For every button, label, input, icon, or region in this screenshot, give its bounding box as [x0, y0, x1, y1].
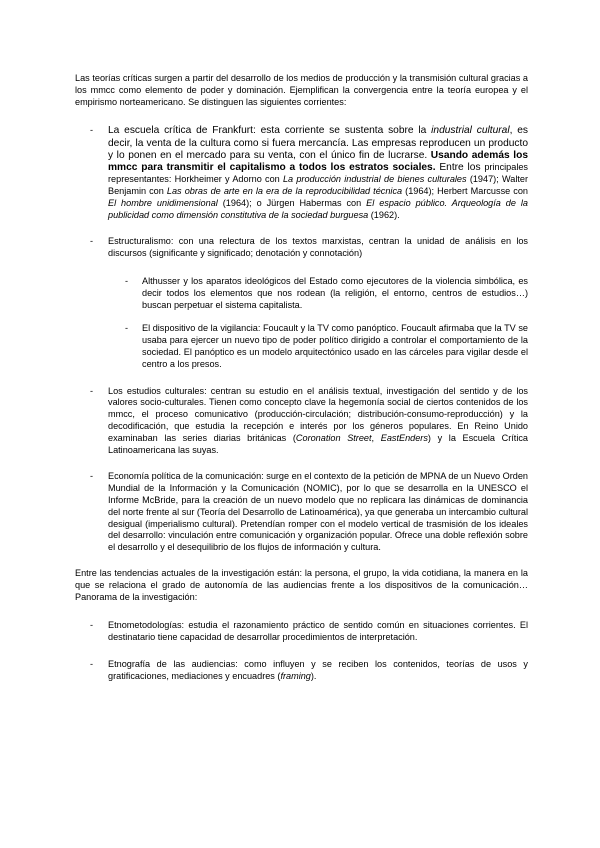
estructuralismo-sublist [108, 276, 528, 371]
text-segment: Estructuralismo: con una relectura de los textos marxistas, centran la unidad de análisis en los discursos (significante y significado; denotación y connotación) [108, 236, 528, 259]
italic-title: La producción industrial de bienes culturales [282, 174, 467, 185]
italic-title: El hombre unidimensional [108, 197, 218, 208]
list-item-estructuralismo [75, 236, 528, 370]
list-item-etnografia [75, 659, 528, 683]
bullet-dash: - [90, 236, 94, 247]
text-segment: Los estudios culturales: centran su estudio en el análisis textual, investigación del sentido y de los valores socio-culturales. Tienen como concepto clave la hegemonía social de ciertos contenidos de los mmcc, el proceso comunicativo (producción-circulación; distribución-consumo-reproducción) y la decodificación, que estudia la recepción e interés por los géneros populares. En Reino Unido examinaban las series diarias británicas ( [108, 385, 528, 443]
research-list [75, 620, 528, 682]
italic-title: Coronation Street [295, 432, 372, 443]
sublist-item-foucault [108, 323, 528, 370]
text-segment: ) y la Escuela Crítica Latinoamericana las suyas. [108, 432, 529, 455]
text-segment: Etnometodologías: estudia el razonamiento práctico de sentido común en situaciones corrientes. El destinatario tiene capacidad de desarrollar procedimientos de interpretación. [108, 620, 528, 643]
text-segment: , [371, 432, 381, 443]
text-segment: (1964); o Jürgen Habermas con [217, 197, 367, 208]
list-item-economia-politica [75, 471, 528, 554]
text-segment: (1964); Herbert Marcusse con [402, 186, 528, 196]
text-segment: , es decir, la venta de la cultura como si fuera mercancía. Las empresas reproducen un producto y lo ponen en el mercado para su venta, con el único fin de lucrarse. [108, 125, 529, 161]
text-segment: Althusser y los aparatos ideológicos del Estado como ejecutores de la violencia simbólica, es decir todos los elementos que nos rodean (la religión, el entorno, centros de estudios…) buscan perpetuar el sistema capitalista. [142, 275, 528, 310]
sublist-item-althusser [108, 276, 528, 311]
text-segment: Economía política de la comunicación: surge en el contexto de la petición de MPNA de un Nuevo Orden Mundial de la Información y la Comunicación (NOMIC), por lo que se desarrolla en la UNESCO el Informe McBride, para la creación de un nuevo modelo que no replicara las dinámicas de dominancia del norte frente al sur (Teoría del Desarrollo de Latinoamérica), ya que generaba un intercambio cultural desigual (imperialismo cultural). Pretendían romper con el modelo vertical de trasmisión de los ideales del desarrollo: vinculación entre comunicación y organización popular. Ofrece una doble reflexión sobre el desarrollo y el desequilibrio de los flujos de información y cultura. [108, 471, 528, 553]
bullet-dash: - [125, 275, 129, 286]
text-segment: (1947); Walter Benjamin con [108, 174, 528, 196]
text-segment: Etnografía de las audiencias: como influyen y se reciben los contenidos, teorías de usos y gratificaciones, mediaciones y encuadres ( [108, 658, 528, 681]
italic-term: industrial cultural [431, 125, 510, 137]
bullet-dash: - [90, 471, 94, 482]
text-segment: La escuela crítica de Frankfurt: esta corriente se sustenta sobre la [108, 125, 432, 137]
bullet-dash: - [125, 323, 129, 334]
list-item-estudios-culturales [75, 386, 528, 457]
text-segment: Entre los [435, 162, 485, 173]
bullet-dash: - [90, 385, 94, 396]
text-segment: El dispositivo de la vigilancia: Foucault y la TV como panóptico. Foucault afirmaba que la TV se usaba para ejercer un nuevo tipo de poder político dirigido a controlar el comportamiento de la sociedad. El panóptico es un modelo arquitectónico usado en las cárceles para vigilar desde el centro a los presos. [142, 323, 528, 369]
tendencias-paragraph: Entre las tendencias actuales de la investigación están: la persona, el grupo, la vida cotidiana, la manera en la que se relaciona el grado de autonomía de las audiencias frente a los dispositivos de la comunicación… Panorama de la investigación: [75, 567, 528, 602]
bold-statement: Usando además los mmcc para transmitir el capitalismo a todos los estratos sociales. [108, 149, 528, 173]
italic-title: Las obras de arte en la era de la reproducibilidad técnica [166, 186, 403, 196]
list-item-frankfurt [75, 125, 528, 221]
bullet-dash: - [90, 620, 94, 631]
intro-paragraph: Las teorías críticas surgen a partir del desarrollo de los medios de producción y la transmisión cultural gracias a los mmcc como elemento de poder y dominación. Ejemplifican la convergencia entre la teoría europea y el empirismo norteamericano. Se distinguen las siguientes corrientes: [75, 73, 528, 107]
italic-title: El espacio público. Arqueología de la publicidad como dimensión constitutiva de la sociedad burguesa [108, 197, 528, 220]
bullet-dash: - [90, 125, 94, 136]
text-segment: principales representantes: Horkheimer y Adorno con [108, 162, 528, 185]
bullet-dash: - [90, 658, 94, 669]
italic-term: framing [280, 670, 311, 681]
list-item-etnometodologias [75, 620, 528, 644]
italic-title: EastEnders [380, 432, 428, 443]
text-segment: ). [310, 670, 317, 681]
text-segment: (1962). [368, 209, 400, 220]
currents-list [75, 125, 528, 554]
